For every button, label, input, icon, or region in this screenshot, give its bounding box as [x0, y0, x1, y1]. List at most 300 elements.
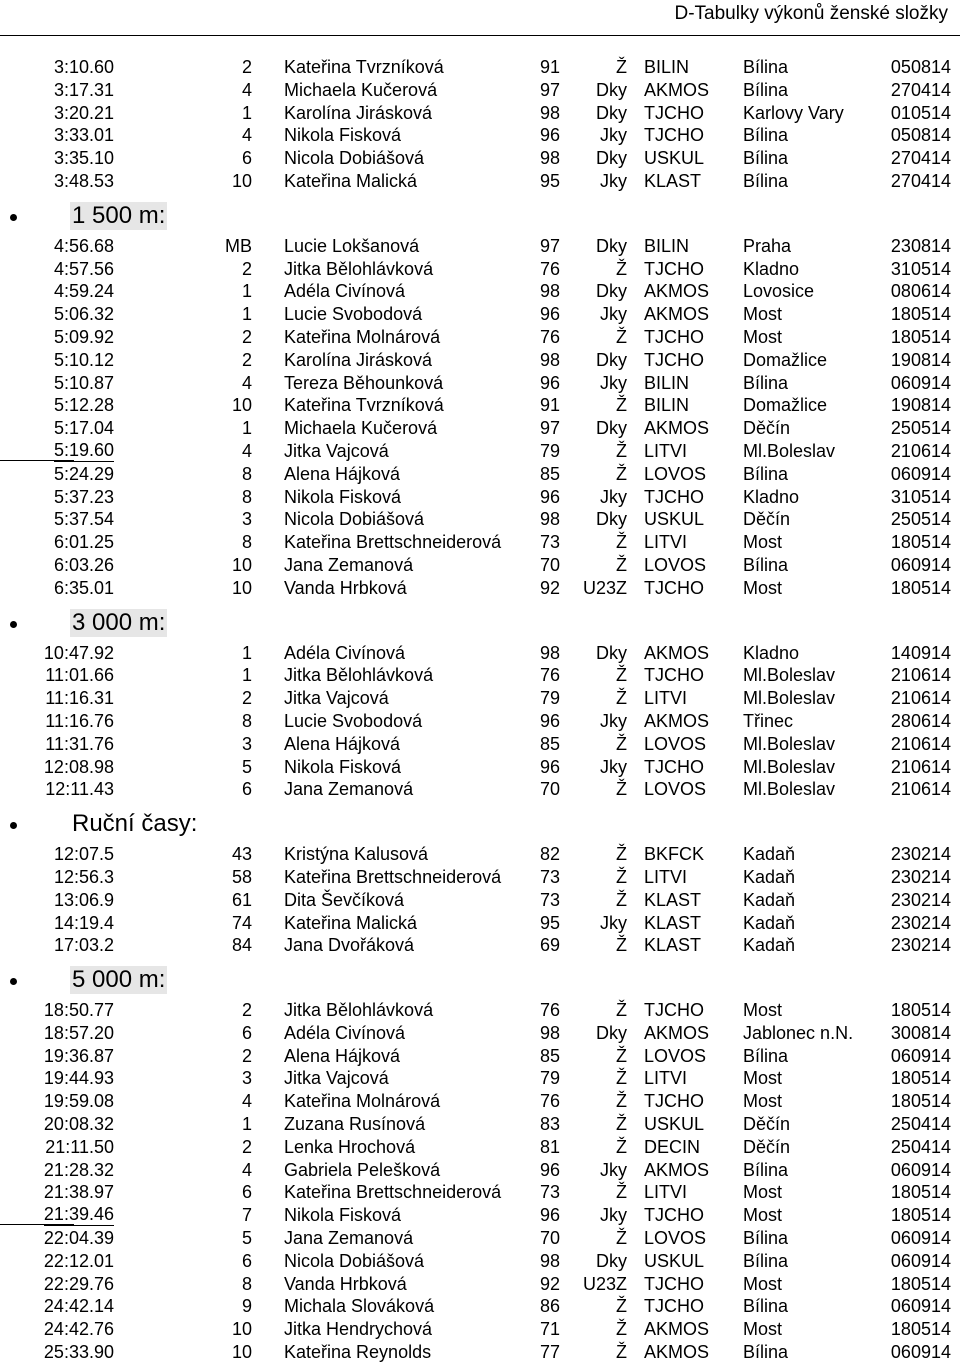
table-row: [0, 778, 960, 801]
date-cell: 060914: [890, 1159, 951, 1180]
birth-year-cell: 98: [540, 349, 561, 370]
table-row: [0, 440, 960, 463]
venue-cell: Domažlice: [743, 349, 828, 370]
place-cell: 43: [231, 844, 252, 865]
birth-year-cell: 86: [540, 1296, 561, 1317]
date-cell: 230214: [890, 844, 951, 865]
place-cell: 10: [231, 170, 252, 191]
category-cell: Jky: [600, 170, 627, 191]
place-cell: 61: [231, 889, 252, 910]
table-row: [0, 1090, 960, 1113]
athlete-name-cell: Kateřina Tvrzníková: [284, 57, 444, 77]
club-cell: AKMOS: [644, 710, 710, 731]
birth-year-cell: 98: [540, 1250, 561, 1271]
result-time-cell: 13:06.9: [53, 889, 114, 910]
birth-year-cell: 98: [540, 1022, 561, 1043]
result-time-cell: 5:19.60: [53, 439, 114, 460]
club-cell: TJCHO: [644, 326, 704, 347]
place-cell: 4: [241, 372, 252, 393]
athlete-name-cell: Alena Hájková: [284, 1045, 401, 1066]
place-cell: 84: [231, 935, 252, 956]
result-time-cell: 5:12.28: [53, 395, 114, 416]
place-cell: 3: [241, 509, 252, 530]
category-cell: Ž: [616, 1296, 627, 1317]
venue-cell: Ml.Boleslav: [743, 440, 836, 461]
result-time-cell: 19:36.87: [43, 1045, 114, 1066]
venue-cell: Most: [743, 1273, 783, 1294]
athlete-name-cell: Nikola Fisková: [284, 1205, 402, 1226]
table-row: [0, 56, 960, 79]
athlete-name-cell: Kateřina Molnárová: [284, 1091, 441, 1112]
birth-year-cell: 91: [540, 395, 561, 416]
club-cell: LOVOS: [644, 1228, 707, 1249]
table-row: [0, 280, 960, 303]
category-cell: Jky: [600, 372, 627, 393]
athlete-name-cell: Jana Zemanová: [284, 779, 414, 800]
category-cell: Ž: [616, 1136, 627, 1157]
athlete-name-cell: Nikola Fisková: [284, 125, 402, 146]
venue-cell: Most: [743, 1091, 783, 1112]
table-row: [0, 1273, 960, 1296]
result-time-cell: 3:10.60: [53, 57, 114, 77]
section-title: 1 500 m:: [72, 201, 166, 229]
date-cell: 310514: [890, 258, 951, 279]
venue-cell: Kadaň: [743, 889, 796, 910]
club-cell: AKMOS: [644, 418, 710, 439]
table-row: [0, 1250, 960, 1273]
category-cell: Ž: [616, 440, 627, 461]
birth-year-cell: 98: [540, 509, 561, 530]
date-cell: 060914: [890, 1045, 951, 1066]
birth-year-cell: 76: [540, 1000, 561, 1021]
table-row: [0, 642, 960, 665]
venue-cell: Ml.Boleslav: [743, 756, 836, 777]
table-row: [0, 235, 960, 258]
date-cell: 270414: [890, 148, 951, 169]
club-cell: LITVI: [644, 866, 688, 887]
table-row: [0, 1341, 960, 1364]
club-cell: LITVI: [644, 1068, 688, 1089]
table-row: [0, 1227, 960, 1250]
club-cell: AKMOS: [644, 1319, 710, 1340]
category-cell: Ž: [616, 532, 627, 553]
table-row: [0, 999, 960, 1022]
table-row: [0, 394, 960, 417]
result-time-cell: 10:47.92: [43, 642, 114, 663]
result-time-cell: 18:50.77: [43, 1000, 114, 1021]
club-cell: DECIN: [644, 1136, 701, 1157]
birth-year-cell: 71: [540, 1319, 561, 1340]
section-title: 5 000 m:: [72, 966, 166, 994]
result-time-cell: 5:10.87: [53, 372, 114, 393]
club-cell: BILIN: [644, 57, 690, 77]
place-cell: 6: [241, 148, 252, 169]
athlete-name-cell: Alena Hájková: [284, 463, 401, 484]
venue-cell: Bílina: [743, 125, 789, 146]
club-cell: TJCHO: [644, 577, 704, 598]
place-cell: 2: [241, 326, 252, 347]
birth-year-cell: 73: [540, 866, 561, 887]
date-cell: 060914: [890, 554, 951, 575]
athlete-name-cell: Jana Zemanová: [284, 554, 414, 575]
result-time-cell: 24:42.76: [43, 1319, 114, 1340]
place-cell: 6: [241, 1182, 252, 1203]
result-time-cell: 5:24.29: [53, 463, 114, 484]
date-cell: 230214: [890, 889, 951, 910]
birth-year-cell: 76: [540, 258, 561, 279]
birth-year-cell: 98: [540, 148, 561, 169]
date-cell: 250514: [890, 509, 951, 530]
venue-cell: Domažlice: [743, 395, 828, 416]
table-row: [0, 554, 960, 577]
result-time-cell: 11:16.31: [45, 688, 114, 709]
category-cell: Ž: [616, 258, 627, 279]
venue-cell: Bílina: [743, 1296, 789, 1317]
result-time-cell: 5:17.04: [53, 418, 114, 439]
category-cell: Dky: [596, 148, 627, 169]
result-time-cell: 22:29.76: [43, 1273, 114, 1294]
place-cell: 5: [241, 1228, 252, 1249]
date-cell: 180514: [890, 326, 951, 347]
club-cell: AKMOS: [644, 1159, 710, 1180]
birth-year-cell: 85: [540, 463, 561, 484]
category-cell: Ž: [616, 1319, 627, 1340]
result-time-cell: 21:39.46: [43, 1204, 114, 1225]
club-cell: LOVOS: [644, 733, 707, 754]
table-row: [0, 372, 960, 395]
results-table: [0, 56, 960, 1364]
place-cell: 1: [241, 665, 252, 686]
result-time-cell: 19:59.08: [43, 1091, 114, 1112]
venue-cell: Bílina: [743, 1250, 789, 1271]
place-cell: 4: [241, 440, 252, 461]
venue-cell: Kadaň: [743, 935, 796, 956]
category-cell: Ž: [616, 1000, 627, 1021]
athlete-name-cell: Kateřina Reynolds: [284, 1342, 432, 1363]
birth-year-cell: 69: [540, 935, 561, 956]
venue-cell: Karlovy Vary: [743, 102, 844, 123]
category-cell: Jky: [600, 1205, 627, 1226]
date-cell: 210614: [890, 665, 951, 686]
athlete-name-cell: Nikola Fisková: [284, 486, 402, 507]
section-heading: [0, 957, 960, 999]
table-row: [0, 756, 960, 779]
birth-year-cell: 98: [540, 642, 561, 663]
place-cell: 10: [231, 395, 252, 416]
place-cell: 1: [241, 281, 252, 302]
place-cell: 2: [241, 688, 252, 709]
place-cell: 3: [241, 733, 252, 754]
venue-cell: Bílina: [743, 1159, 789, 1180]
place-cell: 8: [241, 532, 252, 553]
table-row: [0, 303, 960, 326]
birth-year-cell: 98: [540, 102, 561, 123]
date-cell: 250414: [890, 1114, 951, 1135]
venue-cell: Bílina: [743, 57, 789, 77]
venue-cell: Kadaň: [743, 912, 796, 933]
venue-cell: Kladno: [743, 258, 800, 279]
club-cell: AKMOS: [644, 281, 710, 302]
result-time-cell: 5:06.32: [53, 304, 114, 325]
category-cell: Ž: [616, 554, 627, 575]
club-cell: LOVOS: [644, 554, 707, 575]
result-time-cell: 11:31.76: [45, 733, 114, 754]
birth-year-cell: 92: [540, 577, 561, 598]
result-time-cell: 11:16.76: [45, 710, 114, 731]
date-cell: 230214: [890, 912, 951, 933]
birth-year-cell: 97: [540, 418, 561, 439]
club-cell: TJCHO: [644, 125, 704, 146]
place-cell: 6: [241, 779, 252, 800]
venue-cell: Most: [743, 1319, 783, 1340]
venue-cell: Bílina: [743, 170, 789, 191]
table-row: [0, 1159, 960, 1182]
table-row: [0, 531, 960, 554]
place-cell: 6: [241, 1250, 252, 1271]
athlete-name-cell: Nicola Dobiášová: [284, 148, 425, 169]
date-cell: 250514: [890, 418, 951, 439]
athlete-name-cell: Lucie Svobodová: [284, 304, 423, 325]
athlete-name-cell: Adéla Civínová: [284, 1022, 406, 1043]
date-cell: 060914: [890, 463, 951, 484]
date-cell: 180514: [890, 1205, 951, 1226]
club-cell: TJCHO: [644, 1273, 704, 1294]
place-cell: 2: [241, 57, 252, 77]
birth-year-cell: 73: [540, 532, 561, 553]
category-cell: Ž: [616, 688, 627, 709]
club-cell: KLAST: [644, 912, 702, 933]
club-cell: TJCHO: [644, 1205, 704, 1226]
category-cell: Jky: [600, 756, 627, 777]
athlete-name-cell: Lucie Lokšanová: [284, 235, 420, 256]
birth-year-cell: 96: [540, 125, 561, 146]
result-time-cell: 21:28.32: [43, 1159, 114, 1180]
date-cell: 300814: [890, 1022, 951, 1043]
club-cell: LOVOS: [644, 463, 707, 484]
category-cell: Ž: [616, 326, 627, 347]
birth-year-cell: 96: [540, 710, 561, 731]
birth-year-cell: 83: [540, 1114, 561, 1135]
club-cell: KLAST: [644, 889, 702, 910]
club-cell: TJCHO: [644, 1296, 704, 1317]
result-time-cell: 12:07.5: [53, 844, 114, 865]
category-cell: Dky: [596, 79, 627, 100]
place-cell: MB: [225, 235, 252, 256]
club-cell: USKUL: [644, 1250, 705, 1271]
category-cell: Dky: [596, 235, 627, 256]
date-cell: 210614: [890, 733, 951, 754]
category-cell: Ž: [616, 779, 627, 800]
table-row: [0, 889, 960, 912]
athlete-name-cell: Kateřina Malická: [284, 170, 418, 191]
result-time-cell: 3:17.31: [53, 79, 114, 100]
date-cell: 280614: [890, 710, 951, 731]
bullet-icon: [10, 822, 17, 829]
date-cell: 180514: [890, 577, 951, 598]
result-time-cell: 22:04.39: [43, 1228, 114, 1249]
place-cell: 4: [241, 1091, 252, 1112]
result-time-cell: 3:48.53: [53, 170, 114, 191]
birth-year-cell: 70: [540, 779, 561, 800]
athlete-name-cell: Jitka Bělohlávková: [284, 258, 434, 279]
category-cell: U23Z: [582, 577, 627, 598]
table-row: [0, 934, 960, 957]
club-cell: LOVOS: [644, 779, 707, 800]
athlete-name-cell: Karolína Jirásková: [284, 349, 433, 370]
athlete-name-cell: Jana Dvořáková: [284, 935, 415, 956]
club-cell: TJCHO: [644, 1000, 704, 1021]
table-row: [0, 326, 960, 349]
section-heading: [0, 600, 960, 642]
date-cell: 080614: [890, 281, 951, 302]
birth-year-cell: 73: [540, 1182, 561, 1203]
athlete-name-cell: Lenka Hrochová: [284, 1136, 416, 1157]
place-cell: 10: [231, 554, 252, 575]
table-row: [0, 102, 960, 125]
date-cell: 180514: [890, 1000, 951, 1021]
table-row: [0, 1318, 960, 1341]
date-cell: 060914: [890, 1228, 951, 1249]
date-cell: 060914: [890, 1250, 951, 1271]
venue-cell: Ml.Boleslav: [743, 665, 836, 686]
athlete-name-cell: Jitka Vajcová: [284, 688, 389, 709]
venue-cell: Bílina: [743, 372, 789, 393]
category-cell: Ž: [616, 1091, 627, 1112]
venue-cell: Bílina: [743, 79, 789, 100]
table-row: [0, 577, 960, 600]
result-time-cell: 25:33.90: [43, 1342, 114, 1363]
place-cell: 10: [231, 1342, 252, 1363]
date-cell: 190814: [890, 349, 951, 370]
venue-cell: Praha: [743, 235, 792, 256]
club-cell: AKMOS: [644, 1342, 710, 1363]
category-cell: Dky: [596, 102, 627, 123]
venue-cell: Bílina: [743, 1045, 789, 1066]
place-cell: 4: [241, 125, 252, 146]
club-cell: AKMOS: [644, 79, 710, 100]
birth-year-cell: 76: [540, 326, 561, 347]
result-time-cell: 22:12.01: [43, 1250, 114, 1271]
table-row: [0, 1113, 960, 1136]
category-cell: Ž: [616, 866, 627, 887]
place-cell: 58: [231, 866, 252, 887]
category-cell: Ž: [616, 1228, 627, 1249]
category-cell: Ž: [616, 57, 627, 77]
category-cell: Ž: [616, 1114, 627, 1135]
category-cell: Dky: [596, 1022, 627, 1043]
place-cell: 10: [231, 577, 252, 598]
birth-year-cell: 96: [540, 1159, 561, 1180]
club-cell: USKUL: [644, 148, 705, 169]
table-row: [0, 1045, 960, 1068]
section-title: 3 000 m:: [72, 608, 166, 636]
venue-cell: Bílina: [743, 463, 789, 484]
venue-cell: Ml.Boleslav: [743, 779, 836, 800]
athlete-name-cell: Jitka Vajcová: [284, 440, 389, 461]
category-cell: U23Z: [582, 1273, 627, 1294]
club-cell: AKMOS: [644, 1022, 710, 1043]
athlete-name-cell: Zuzana Rusínová: [284, 1114, 426, 1135]
place-cell: 2: [241, 258, 252, 279]
category-cell: Ž: [616, 733, 627, 754]
place-cell: 8: [241, 486, 252, 507]
date-cell: 050814: [890, 125, 951, 146]
result-time-cell: 5:37.23: [53, 486, 114, 507]
date-cell: 210614: [890, 440, 951, 461]
athlete-name-cell: Jitka Bělohlávková: [284, 665, 434, 686]
place-cell: 9: [241, 1296, 252, 1317]
section-heading: [0, 193, 960, 235]
place-cell: 2: [241, 1000, 252, 1021]
date-cell: 210614: [890, 688, 951, 709]
birth-year-cell: 70: [540, 554, 561, 575]
venue-cell: Most: [743, 532, 783, 553]
category-cell: Jky: [600, 125, 627, 146]
athlete-name-cell: Karolína Jirásková: [284, 102, 433, 123]
category-cell: Jky: [600, 304, 627, 325]
date-cell: 180514: [890, 304, 951, 325]
place-cell: 6: [241, 1022, 252, 1043]
result-time-cell: 14:19.4: [53, 912, 114, 933]
place-cell: 1: [241, 642, 252, 663]
table-row: [0, 710, 960, 733]
birth-year-cell: 97: [540, 235, 561, 256]
venue-cell: Ml.Boleslav: [743, 733, 836, 754]
date-cell: 230214: [890, 866, 951, 887]
category-cell: Dky: [596, 509, 627, 530]
result-time-cell: 19:44.93: [43, 1068, 114, 1089]
category-cell: Ž: [616, 935, 627, 956]
bullet-icon: [10, 621, 17, 628]
category-cell: Dky: [596, 642, 627, 663]
birth-year-cell: 76: [540, 665, 561, 686]
venue-cell: Most: [743, 326, 783, 347]
bullet-icon: [10, 978, 17, 985]
date-cell: 010514: [890, 102, 951, 123]
venue-cell: Bílina: [743, 554, 789, 575]
result-time-cell: 4:59.24: [53, 281, 114, 302]
birth-year-cell: 97: [540, 79, 561, 100]
venue-cell: Děčín: [743, 418, 791, 439]
athlete-name-cell: Michaela Kučerová: [284, 79, 438, 100]
result-time-cell: 11:01.66: [45, 665, 114, 686]
result-time-cell: 5:10.12: [53, 349, 114, 370]
date-cell: 060914: [890, 1342, 951, 1363]
result-time-cell: 4:57.56: [53, 258, 114, 279]
result-time-cell: 6:35.01: [53, 577, 114, 598]
table-row: [0, 1067, 960, 1090]
result-time-cell: 6:03.26: [53, 554, 114, 575]
place-cell: 2: [241, 349, 252, 370]
table-row: [0, 1136, 960, 1159]
table-row: [0, 463, 960, 486]
result-time-cell: 18:57.20: [43, 1022, 114, 1043]
place-cell: 8: [241, 463, 252, 484]
result-time-cell: 17:03.2: [53, 935, 114, 956]
athlete-name-cell: Kateřina Molnárová: [284, 326, 441, 347]
athlete-name-cell: Vanda Hrbková: [284, 577, 407, 598]
table-row: [0, 1181, 960, 1204]
place-cell: 4: [241, 1159, 252, 1180]
club-cell: TJCHO: [644, 756, 704, 777]
date-cell: 180514: [890, 1319, 951, 1340]
result-time-cell: 3:20.21: [53, 102, 114, 123]
place-cell: 74: [231, 912, 252, 933]
category-cell: Jky: [600, 710, 627, 731]
place-cell: 8: [241, 1273, 252, 1294]
athlete-name-cell: Michaela Kučerová: [284, 418, 438, 439]
club-cell: LITVI: [644, 688, 688, 709]
